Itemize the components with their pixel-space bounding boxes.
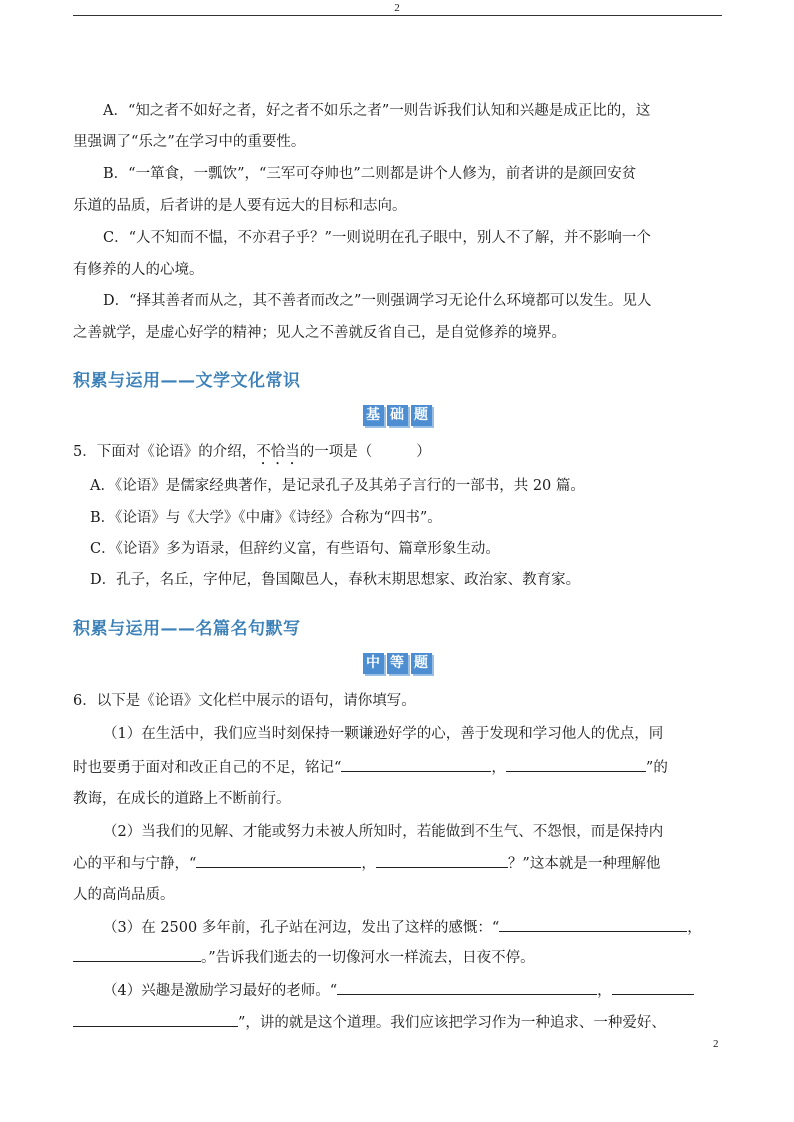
q4-option-c-line1: C．“人不知而不愠，不亦君子乎？”一则说明在孔子眼中，别人不了解，并不影响一个 xyxy=(103,230,651,246)
fill-in-blank[interactable] xyxy=(376,853,508,868)
q4-option-d-line2: 之善就学，是虚心好学的精神；见人之不善就反省自己，是自觉修养的境界。 xyxy=(73,325,566,341)
difficulty-badge-basic xyxy=(0,405,794,426)
q5-stem-emphasis: 不恰当 xyxy=(256,444,300,460)
fill-in-blank[interactable] xyxy=(612,980,694,995)
q6-p4-line2 xyxy=(73,1012,725,1033)
q6-p2-text-c: ？”这本就是一种理解他 xyxy=(507,856,661,872)
badge-char: 中 xyxy=(363,653,384,674)
q6-p3-line1 xyxy=(103,917,725,938)
q6-p4-text-b: ， xyxy=(597,983,612,999)
badge-char: 题 xyxy=(411,653,432,674)
q6-p3-text-a: （3）在 2500 多年前，孔子站在河边，发出了这样的感慨：“ xyxy=(103,920,500,936)
q6-p1-text-c: ”的 xyxy=(645,760,668,776)
q6-stem: 6．以下是《论语》文化栏中展示的语句，请你填写。 xyxy=(73,693,416,709)
section-title-literary-knowledge: 积累与运用——文学文化常识 xyxy=(73,371,301,391)
q5-stem-before: 5．下面对《论语》的介绍， xyxy=(73,444,257,460)
q6-p4-text-c: ”，讲的就是这个道理。我们应该把学习作为一种追求、一种爱好、 xyxy=(238,1015,666,1031)
q6-p2-text-b: ， xyxy=(361,856,376,872)
q5-option-d: D．孔子，名丘，字仲尼，鲁国陬邑人，春秋末期思想家、政治家、教育家。 xyxy=(90,572,581,588)
q6-p4-line1 xyxy=(103,980,725,1001)
badge-char: 基 xyxy=(363,405,384,426)
q5-stem-close: ） xyxy=(416,444,431,460)
q5-option-c: C．《论语》多为语录，但辞约义富，有些语句、篇章形象生动。 xyxy=(90,541,500,557)
q6-p3-line2 xyxy=(73,947,725,968)
q6-p3-text-c: 。”告诉我们逝去的一切像河水一样流去，日夜不停。 xyxy=(201,950,535,966)
q5-stem xyxy=(73,442,725,468)
badge-char: 等 xyxy=(387,653,408,674)
fill-in-blank[interactable] xyxy=(196,853,361,868)
q5-stem-after: 的一项是（ xyxy=(299,444,373,460)
q6-p2-line3: 人的高尚品质。 xyxy=(73,887,175,903)
q6-p1-line2 xyxy=(73,757,725,778)
section-title-famous-quotes: 积累与运用——名篇名句默写 xyxy=(73,619,301,639)
header-page-number: 2 xyxy=(394,2,400,14)
q4-option-b-line2: 乐道的品质，后者讲的是人要有远大的目标和志向。 xyxy=(73,198,407,214)
fill-in-blank[interactable] xyxy=(341,757,491,772)
badge-char: 题 xyxy=(411,405,432,426)
fill-in-blank[interactable] xyxy=(73,1012,238,1027)
q6-p4-text-a: （4）兴趣是激励学习最好的老师。“ xyxy=(103,983,338,999)
fill-in-blank[interactable] xyxy=(506,757,646,772)
fill-in-blank[interactable] xyxy=(499,917,687,932)
q4-option-a-line2: 里强调了“乐之”在学习中的重要性。 xyxy=(73,134,306,150)
q4-option-b-line1: B．“一箪食，一瓢饮”，“三军可夺帅也”二则都是讲个人修为，前者讲的是颜回安贫 xyxy=(103,166,637,182)
q4-option-d-line1: D．“择其善者而从之，其不善者而改之”一则强调学习无论什么环境都可以发生。见人 xyxy=(103,293,652,309)
q6-p2-line2 xyxy=(73,853,725,874)
fill-in-blank[interactable] xyxy=(73,947,201,962)
fill-in-blank[interactable] xyxy=(337,980,597,995)
header-rule xyxy=(73,15,722,16)
difficulty-badge-medium xyxy=(0,653,794,674)
q5-option-b: B．《论语》与《大学》《中庸》《诗经》合称为“四书”。 xyxy=(90,510,442,526)
q6-p2-line1: （2）当我们的见解、才能或努力未被人所知时，若能做到不生气、不怨恨，而是保持内 xyxy=(103,824,664,840)
q6-p1-line3: 教诲，在成长的道路上不断前行。 xyxy=(73,791,291,807)
footer-page-number: 2 xyxy=(713,1038,719,1050)
q4-option-c-line2: 有修养的人的心境。 xyxy=(73,262,204,278)
q6-p3-text-b: ， xyxy=(687,920,702,936)
badge-char: 础 xyxy=(387,405,408,426)
q5-option-a: A．《论语》是儒家经典著作，是记录孔子及其弟子言行的一部书，共 20 篇。 xyxy=(90,478,585,494)
q4-option-a-line1: A．“知之者不如好之者，好之者不如乐之者”一则告诉我们认知和兴趣是成正比的，这 xyxy=(103,103,651,119)
q6-p1-text-a: 时也要勇于面对和改正自己的不足，铭记“ xyxy=(73,760,342,776)
q6-p2-text-a: 心的平和与宁静，“ xyxy=(73,856,197,872)
q6-p1-line1: （1）在生活中，我们应当时刻保持一颗谦逊好学的心，善于发现和学习他人的优点，同 xyxy=(103,726,664,742)
q6-p1-text-b: ， xyxy=(491,760,506,776)
